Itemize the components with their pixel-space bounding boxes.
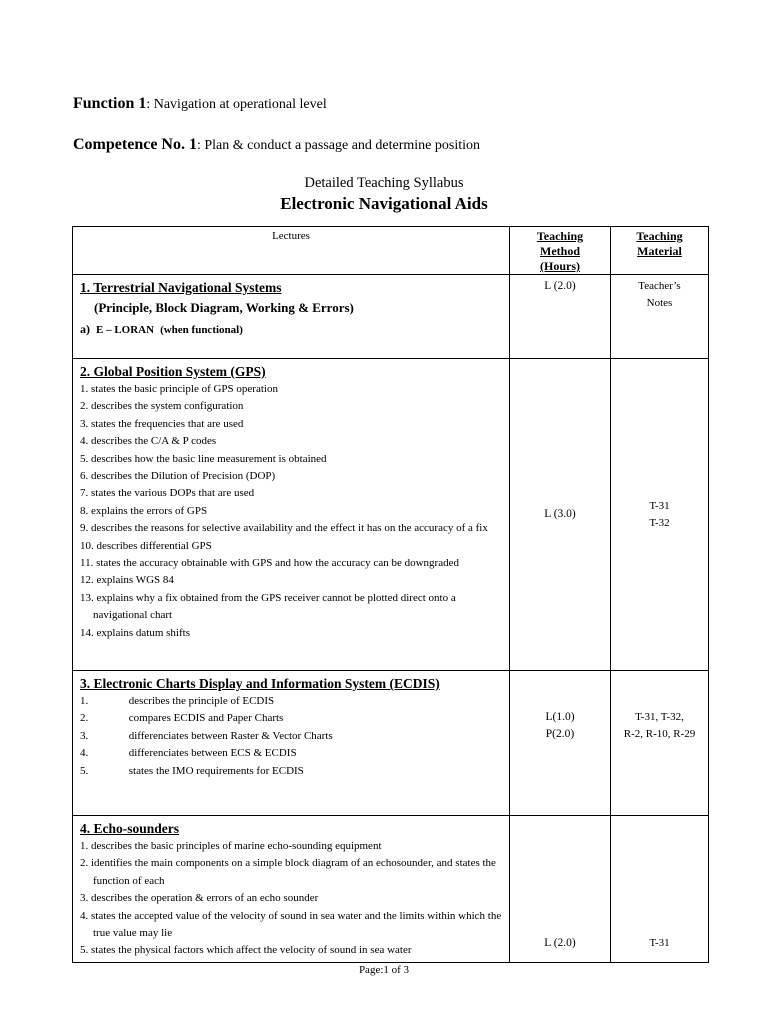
syllabus-table bbox=[72, 226, 709, 963]
section-1-heading: 1. Terrestrial Navigational Systems bbox=[80, 280, 282, 295]
section-1-subheading: (Principle, Block Diagram, Working & Errors) bbox=[94, 300, 354, 315]
table-row bbox=[73, 359, 709, 671]
section-4-material: T-31 bbox=[611, 816, 709, 963]
list-item-number: 4. bbox=[80, 909, 89, 922]
list-item bbox=[80, 855, 503, 890]
list-item-number: 5. bbox=[80, 764, 89, 777]
list-item-number: 2. bbox=[80, 400, 89, 413]
list-item-text: differenciates between Raster & Vector Charts bbox=[128, 729, 333, 742]
list-item-number: 14. bbox=[80, 626, 94, 639]
list-item-text: describes how the basic line measurement is obtained bbox=[91, 452, 327, 465]
list-item-text: describes the principle of ECDIS bbox=[128, 695, 275, 707]
list-item-number: 5. bbox=[80, 452, 89, 465]
list-item bbox=[80, 728, 503, 745]
list-item bbox=[80, 590, 503, 625]
section-4-method: L (2.0) bbox=[510, 816, 611, 963]
list-item-number: 1. bbox=[80, 840, 89, 852]
list-item-text: states the various DOPs that are used bbox=[91, 487, 255, 500]
list-item bbox=[80, 520, 503, 537]
list-item-number: 4. bbox=[80, 435, 89, 448]
header-method-line1: Teaching bbox=[536, 229, 584, 243]
header-teaching-method bbox=[510, 227, 611, 275]
list-item-number: 10. bbox=[80, 539, 94, 552]
list-item-text: differenciates between ECS & ECDIS bbox=[128, 747, 297, 760]
section-3-method-line2: P(2.0) bbox=[545, 728, 575, 740]
table-row bbox=[73, 671, 709, 816]
list-item-text: describes differential GPS bbox=[96, 539, 212, 552]
list-item-number: 3. bbox=[80, 417, 89, 430]
list-item-text: explains why a fix obtained from the GPS receiver cannot be plotted direct onto a navigational chart bbox=[93, 591, 456, 622]
list-item-number: 4. bbox=[80, 747, 89, 760]
list-item-text: states the accuracy obtainable with GPS and how the accuracy can be downgraded bbox=[96, 557, 459, 570]
list-item bbox=[80, 485, 503, 502]
list-item-number: 2. bbox=[80, 712, 89, 725]
header-method-line2: Method bbox=[540, 244, 580, 258]
table-row bbox=[73, 816, 709, 963]
list-item-number: 5. bbox=[80, 944, 89, 957]
section-2-method: L (3.0) bbox=[510, 359, 611, 671]
table-row bbox=[73, 275, 709, 359]
list-item-text: states the basic principle of GPS operation bbox=[91, 383, 278, 395]
list-item-number: 3. bbox=[80, 729, 89, 742]
list-item bbox=[80, 890, 503, 907]
competence-label: Competence No. 1 bbox=[73, 136, 197, 153]
list-item bbox=[80, 381, 503, 398]
list-item bbox=[80, 838, 503, 855]
header-material-line1: Teaching bbox=[636, 229, 683, 243]
section-3-method-line1: L(1.0) bbox=[545, 711, 575, 723]
page-footer: Page:1 of 3 bbox=[358, 964, 410, 976]
list-item-number: 2. bbox=[80, 857, 89, 870]
header-material-line2: Material bbox=[637, 244, 682, 258]
list-item bbox=[80, 555, 503, 572]
list-item-text: compares ECDIS and Paper Charts bbox=[128, 712, 284, 725]
header-lectures: Lectures bbox=[73, 227, 510, 275]
section-1-material-line1: Teacher’s bbox=[638, 280, 681, 292]
list-item-number: 8. bbox=[80, 504, 89, 517]
list-item-text: explains datum shifts bbox=[96, 626, 190, 639]
section-2-heading: 2. Global Position System (GPS) bbox=[80, 364, 266, 379]
competence-text: : Plan & conduct a passage and determine position bbox=[196, 138, 481, 153]
list-item bbox=[80, 625, 503, 642]
list-item-text: describes the reasons for selective availability and the effect it has on the accuracy of a fix bbox=[91, 522, 488, 535]
list-item-text: states the frequencies that are used bbox=[91, 417, 244, 430]
list-item bbox=[80, 451, 503, 468]
section-1-item-text: E – LORAN bbox=[96, 324, 155, 336]
list-item bbox=[80, 503, 503, 520]
list-item bbox=[80, 468, 503, 485]
list-item-number: 7. bbox=[80, 487, 89, 500]
list-item-text: explains the errors of GPS bbox=[91, 504, 208, 517]
document-subtitle: Detailed Teaching Syllabus bbox=[304, 175, 464, 191]
header-teaching-material bbox=[611, 227, 709, 275]
section-1-item-note: (when functional) bbox=[160, 324, 243, 336]
section-1-material bbox=[611, 275, 709, 359]
list-item-text: explains WGS 84 bbox=[96, 574, 174, 587]
section-3-material-line1: T-31, T-32, bbox=[635, 711, 684, 723]
list-item bbox=[80, 433, 503, 450]
document-title: Electronic Navigational Aids bbox=[280, 194, 488, 213]
section-1-material-line2: Notes bbox=[646, 297, 673, 309]
list-item-text: describes the basic principles of marine echo-sounding equipment bbox=[91, 840, 382, 852]
section-1-item-prefix: a) bbox=[80, 322, 90, 336]
section-1-cell bbox=[73, 275, 510, 359]
list-item bbox=[80, 710, 503, 727]
list-item-number: 1. bbox=[80, 383, 89, 395]
list-item-number: 1. bbox=[80, 695, 89, 707]
section-3-cell bbox=[73, 671, 510, 816]
section-3-heading: 3. Electronic Charts Display and Information System (ECDIS) bbox=[80, 676, 440, 691]
list-item-text: describes the operation & errors of an echo sounder bbox=[91, 892, 319, 905]
function-heading bbox=[73, 95, 327, 113]
section-1-item bbox=[80, 319, 503, 340]
header-method-line3: (Hours) bbox=[540, 259, 580, 273]
list-item-number: 6. bbox=[80, 470, 89, 483]
section-2-material bbox=[611, 359, 709, 671]
list-item-text: describes the C/A & P codes bbox=[91, 435, 217, 448]
list-item bbox=[80, 763, 503, 780]
list-item-number: 12. bbox=[80, 574, 94, 587]
section-1-method: L (2.0) bbox=[510, 275, 611, 359]
list-item-number: 3. bbox=[80, 892, 89, 905]
list-item-text: describes the Dilution of Precision (DOP) bbox=[91, 470, 276, 483]
section-4-cell bbox=[73, 816, 510, 963]
section-4-list bbox=[80, 838, 503, 960]
list-item-number: 11. bbox=[80, 557, 94, 570]
list-item bbox=[80, 538, 503, 555]
list-item bbox=[80, 942, 503, 959]
section-3-method bbox=[510, 671, 611, 816]
list-item bbox=[80, 416, 503, 433]
list-item-text: identifies the main components on a simple block diagram of an echosounder, and states the function of each bbox=[91, 857, 496, 887]
list-item bbox=[80, 908, 503, 943]
section-2-material-line2: T-32 bbox=[649, 516, 670, 529]
list-item-text: states the accepted value of the velocity of sound in sea water and the limits within which the true value may lie bbox=[91, 909, 502, 940]
function-text: : Navigation at operational level bbox=[146, 97, 327, 112]
table-header-row bbox=[73, 227, 709, 275]
section-2-cell bbox=[73, 359, 510, 671]
section-2-list bbox=[80, 381, 503, 642]
list-item-text: states the IMO requirements for ECDIS bbox=[128, 764, 304, 777]
list-item bbox=[80, 398, 503, 415]
list-item-number: 13. bbox=[80, 591, 94, 604]
function-label: Function 1 bbox=[73, 95, 147, 112]
section-3-material bbox=[611, 671, 709, 816]
list-item-number: 9. bbox=[80, 522, 89, 535]
list-item-text: describes the system configuration bbox=[91, 400, 244, 413]
list-item bbox=[80, 693, 503, 710]
section-2-material-line1: T-31 bbox=[649, 499, 670, 512]
competence-heading bbox=[73, 136, 480, 154]
section-4-heading: 4. Echo-sounders bbox=[80, 821, 180, 836]
list-item bbox=[80, 572, 503, 589]
section-3-list bbox=[80, 693, 503, 780]
list-item bbox=[80, 745, 503, 762]
list-item-text: states the physical factors which affect the velocity of sound in sea water bbox=[91, 944, 412, 957]
section-3-material-line2: R-2, R-10, R-29 bbox=[623, 728, 696, 740]
